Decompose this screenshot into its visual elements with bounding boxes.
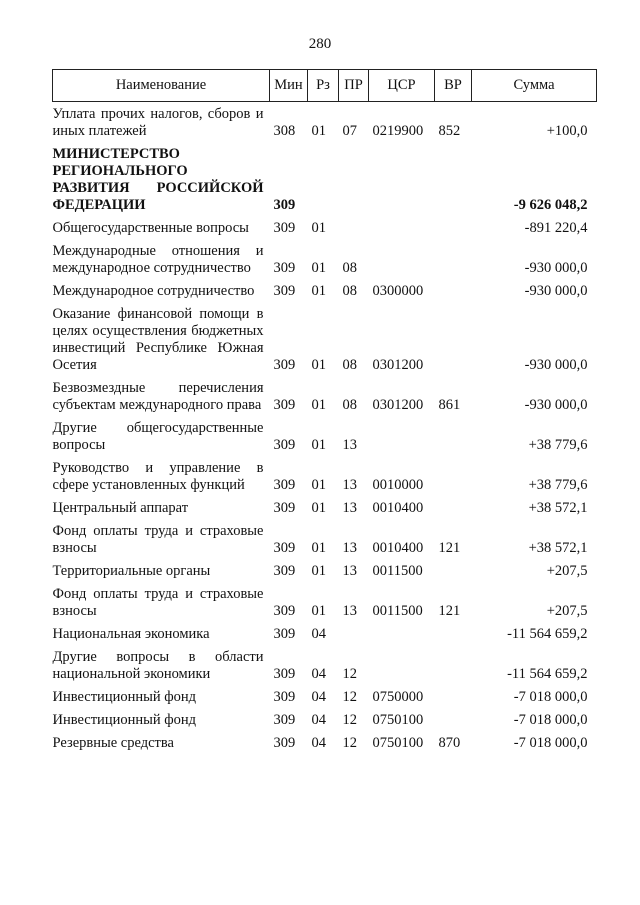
row-min-cell: 309 [273,689,296,705]
row-pr-cell: 13 [342,437,357,453]
row-vr-cell [435,685,472,708]
row-csr-cell: 0219900 [372,123,424,139]
table-row [53,456,597,496]
table-row [53,102,597,143]
row-rz-cell: 01 [311,397,326,413]
row-min-cell: 309 [273,563,296,579]
header-min: Мин [270,70,308,102]
row-csr-cell: 0300000 [372,283,424,299]
row-pr-cell: 12 [342,666,357,682]
row-name-cell: Национальная экономика [52,626,210,642]
row-pr-cell [339,142,369,216]
row-name-cell: Другие общегосударственные вопросы [52,420,264,453]
row-sum-cell: -7 018 000,0 [513,735,588,751]
row-rz-cell: 04 [311,666,326,682]
row-min-cell: 309 [273,397,296,413]
row-sum-cell: +38 572,1 [528,540,588,556]
row-vr-cell [435,142,472,216]
row-pr-cell: 12 [342,712,357,728]
row-sum-cell: -930 000,0 [524,260,588,276]
row-rz-cell: 01 [311,357,326,373]
row-rz-cell: 01 [311,283,326,299]
row-rz-cell: 01 [311,220,326,236]
row-sum-cell: +38 779,6 [528,477,588,493]
row-rz-cell: 01 [311,260,326,276]
row-sum-cell: -11 564 659,2 [507,666,588,682]
row-csr-cell: 0750100 [372,735,424,751]
row-csr-cell: 0011500 [372,563,423,579]
row-sum-cell: -11 564 659,2 [507,626,588,642]
row-rz-cell [308,142,339,216]
row-vr-cell [435,216,472,239]
row-min-cell: 309 [273,626,296,642]
row-sum-cell: +38 572,1 [528,500,588,516]
row-rz-cell: 01 [311,603,326,619]
row-sum-cell: -7 018 000,0 [513,689,588,705]
row-vr-cell: 121 [438,603,461,619]
table-row [53,279,597,302]
row-csr-cell [369,216,435,239]
row-rz-cell: 01 [311,437,326,453]
row-min-cell: 309 [273,500,296,516]
row-vr-cell [435,708,472,731]
row-name-cell: Международное сотрудничество [52,283,255,299]
row-sum-cell: -930 000,0 [524,357,588,373]
table-row [53,519,597,559]
row-vr-cell [435,416,472,456]
row-min-cell: 308 [273,123,296,139]
row-sum-cell: +207,5 [546,603,588,619]
table-row [53,416,597,456]
header-vr: ВР [435,70,472,102]
row-csr-cell [369,239,435,279]
row-vr-cell: 870 [438,735,461,751]
row-pr-cell: 08 [342,397,357,413]
row-pr-cell: 08 [342,357,357,373]
row-vr-cell [435,456,472,496]
row-name-cell: Фонд оплаты труда и страховые взносы [52,523,264,556]
row-name-cell: Оказание финансовой помощи в целях осуществления бюджетных инвестиций Республике Южная Осетия [52,306,264,373]
row-min-cell: 309 [273,603,296,619]
row-csr-cell: 0010000 [372,477,424,493]
table-row [53,708,597,731]
row-rz-cell: 01 [311,500,326,516]
row-vr-cell [435,302,472,376]
row-min-cell: 309 [273,477,296,493]
row-min-cell: 309 [273,357,296,373]
row-name-cell: Инвестиционный фонд [52,689,197,705]
row-min-cell: 309 [273,712,296,728]
row-sum-cell: +38 779,6 [528,437,588,453]
row-sum-cell: +207,5 [546,563,588,579]
row-csr-cell: 0750100 [372,712,424,728]
row-csr-cell: 0010400 [372,540,424,556]
row-csr-cell [369,142,435,216]
row-sum-cell: -930 000,0 [524,283,588,299]
row-csr-cell: 0301200 [372,397,424,413]
table-row [53,496,597,519]
row-pr-cell: 07 [342,123,357,139]
header-pr: ПР [339,70,369,102]
row-sum-cell: -891 220,4 [524,220,588,236]
table-row [53,216,597,239]
row-csr-cell: 0010400 [372,500,424,516]
row-rz-cell: 01 [311,540,326,556]
row-pr-cell: 12 [342,689,357,705]
row-pr-cell: 13 [342,500,357,516]
row-name-cell: Общегосударственные вопросы [52,220,249,236]
row-rz-cell: 01 [311,563,326,579]
header-rz: Рз [308,70,339,102]
row-vr-cell [435,496,472,519]
table-row [53,376,597,416]
row-pr-cell: 13 [342,540,357,556]
row-rz-cell: 04 [311,735,326,751]
row-rz-cell: 01 [311,123,326,139]
row-name-cell: Центральный аппарат [52,500,189,516]
row-name-cell: Уплата прочих налогов, сборов и иных платежей [52,106,264,139]
row-min-cell: 309 [273,735,296,751]
row-name-cell: МИНИСТЕРСТВО РЕГИОНАЛЬНОГО РАЗВИТИЯ РОССИЙСКОЙ ФЕДЕРАЦИИ [52,146,264,213]
row-pr-cell: 13 [342,477,357,493]
table-row [53,622,597,645]
row-min-cell: 309 [273,437,296,453]
row-min-cell: 309 [273,197,296,213]
row-sum-cell: +100,0 [546,123,588,139]
table-row [53,239,597,279]
row-pr-cell: 08 [342,260,357,276]
table-row [53,645,597,685]
row-name-cell: Руководство и управление в сфере установленных функций [52,460,264,493]
row-min-cell: 309 [273,540,296,556]
row-csr-cell [369,416,435,456]
row-name-cell: Резервные средства [52,735,174,751]
row-rz-cell: 04 [311,712,326,728]
table-row [53,142,597,216]
row-min-cell: 309 [273,666,296,682]
row-csr-cell: 0750000 [372,689,424,705]
row-csr-cell [369,645,435,685]
table-row [53,582,597,622]
row-min-cell: 309 [273,283,296,299]
row-sum-cell: -7 018 000,0 [513,712,588,728]
row-csr-cell [369,622,435,645]
row-pr-cell: 13 [342,563,357,579]
row-pr-cell [339,622,369,645]
row-vr-cell [435,559,472,582]
row-rz-cell: 04 [311,689,326,705]
row-min-cell: 309 [273,260,296,276]
row-vr-cell [435,279,472,302]
row-min-cell: 309 [273,220,296,236]
row-vr-cell [435,239,472,279]
row-csr-cell: 0301200 [372,357,424,373]
row-vr-cell: 121 [438,540,461,556]
row-csr-cell: 0011500 [372,603,423,619]
budget-table [52,69,597,754]
page-number: 280 [308,36,332,52]
table-row [53,559,597,582]
row-name-cell: Территориальные органы [52,563,211,579]
header-name: Наименование [53,70,270,102]
row-vr-cell: 861 [438,397,461,413]
row-vr-cell [435,622,472,645]
table-row [53,731,597,754]
row-pr-cell: 08 [342,283,357,299]
table-row [53,685,597,708]
row-pr-cell: 13 [342,603,357,619]
row-vr-cell: 852 [438,123,461,139]
row-name-cell: Безвозмездные перечисления субъектам международного права [52,380,264,413]
row-pr-cell: 12 [342,735,357,751]
row-vr-cell [435,645,472,685]
header-sum: Сумма [472,70,597,102]
row-rz-cell: 01 [311,477,326,493]
row-sum-cell: -930 000,0 [524,397,588,413]
table-row [53,302,597,376]
row-pr-cell [339,216,369,239]
row-name-cell: Фонд оплаты труда и страховые взносы [52,586,264,619]
row-name-cell: Международные отношения и международное сотрудничество [52,243,264,276]
header-csr: ЦСР [369,70,435,102]
row-name-cell: Другие вопросы в области национальной экономики [52,649,264,682]
header-row [53,70,597,102]
row-rz-cell: 04 [311,626,326,642]
row-sum-cell: -9 626 048,2 [513,197,588,213]
row-name-cell: Инвестиционный фонд [52,712,197,728]
